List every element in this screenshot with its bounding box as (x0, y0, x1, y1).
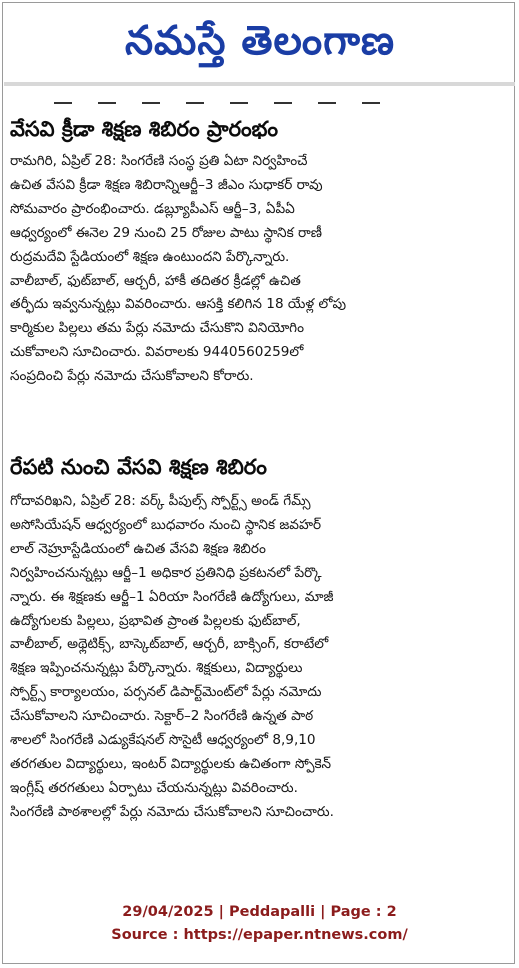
article1-body (10, 150, 494, 389)
article2-line: తరగతుల విద్యార్థులు, ఇంటర్ విద్యార్థులకు ఉచితంగా స్పోకెన్ (10, 755, 332, 772)
article2-line: నిర్వహించనున్నట్లు ఆర్జీ–1 అధికార ప్రతినిధి ప్రకటనలో పేర్కొ (10, 564, 322, 581)
article1-line: రుద్రమదేవి స్టేడియంలో శిక్షణ ఉంటుందని పేర్కొన్నారు. (10, 248, 290, 265)
article2-line: ఉద్యోగులకు పిల్లలు, ప్రభావిత ప్రాంత పిల్లలకు ఫుట్‌బాల్, (10, 612, 301, 629)
article2-line: అసోసియేషన్ ఆధ్వర్యంలో బుధవారం నుంచి స్థానిక జవహర్ (10, 516, 322, 533)
newspaper-masthead: నమస్తే తెలంగాణ (124, 18, 396, 64)
article1-line: తర్ఫీదు ఇవ్వనున్నట్లు వివరించారు. ఆసక్తి కలిగిన 18 యేళ్ల లోపు (10, 296, 347, 313)
article2-line: శాలలో సింగరేణి ఎడ్యుకేషనల్ సొసైటీ ఆధ్వర్యంలో 8,9,10 (10, 732, 316, 749)
truncated-previous-text (54, 90, 414, 104)
article2-line: చేసుకోవాలని సూచించారు. సెక్టార్–2 సింగరేణి ఉన్నత పాఠ (10, 708, 314, 725)
article2-line: గోదావరిఖని, ఏప్రిల్ 28: వర్క్ పీపుల్స్ స్పోర్ట్స్ అండ్ గేమ్స్ (10, 493, 311, 509)
article2-line: వాలీబాల్, అథ్లెటిక్స్, బాస్కెట్‌బాల్, ఆర్చరీ, బాక్సింగ్, కరాటేలో (10, 636, 329, 653)
article2-line: లాల్ నెహ్రూస్టేడియంలో ఉచిత వేసవి శిక్షణ శిబిరం (10, 540, 266, 557)
footer-source: Source : https://epaper.ntnews.com/ (111, 927, 408, 943)
article1-line: సంప్రదించి పేర్లు నమోదు చేసుకోవాలని కోరారు. (10, 368, 254, 385)
article1-line: రామగిరి, ఏప్రిల్ 28: సింగరేణి సంస్థ ప్రతి ఏటా నిర్వహించే (10, 153, 308, 169)
article1-headline: వేసవి క్రీడా శిక్షణ శిబిరం ప్రారంభం (10, 117, 279, 141)
article2-headline: రేపటి నుంచి వేసవి శిక్షణ శిబిరం (10, 455, 267, 479)
article2-line: సింగరేణి పాఠశాలల్లో పేర్లు నమోదు చేసుకోవాలని సూచించారు. (10, 803, 334, 820)
article2-line: ఇంగ్లీష్ తరగతులు ఏర్పాటు చేయనున్నట్లు వివరించారు. (10, 779, 298, 796)
article1-line: సోమవారం ప్రారంభించారు. డబ్ల్యూపీఎస్ ఆర్జీ–3, ఏపీఏ (10, 200, 295, 217)
footer-dateline: 29/04/2025 | Peddapalli | Page : 2 (122, 904, 397, 920)
article2-line: న్నారు. ఈ శిక్షణకు ఆర్జీ–1 ఏరియా సింగరేణి ఉద్యోగులు, మాజీ (10, 588, 334, 605)
article1-line: ఆధ్వర్యంలో ఈనెల 29 నుంచి 25 రోజుల పాటు స్థానిక రాణీ (10, 224, 322, 241)
article2-line: శిక్షణ ఇప్పించనున్నట్లు పేర్కొన్నారు. శిక్షకులు, విద్యార్థులు (10, 660, 303, 677)
article1-line: చుకోవాలని సూచించారు. వివరాలకు 9440560259లో (10, 344, 304, 361)
article1-line: ఉచిత వేసవి క్రీడా శిక్షణ శిబిరాన్నిఆర్జీ–3 జీఎం సుధాకర్ రావు (10, 176, 323, 193)
article2-line: స్పోర్ట్స్ కార్యాలయం, పర్సనల్ డిపార్ట్‌మెంట్‌లో పేర్లు నమోదు (10, 684, 322, 701)
article1-line: వాలీబాల్, ఫుట్‌బాల్, ఆర్చరీ, హాకీ తదితర క్రీడల్లో ఉచిత (10, 272, 301, 289)
masthead-divider (4, 82, 515, 86)
article2-body (10, 490, 494, 825)
article1-line: కార్మికుల పిల్లలు తమ పేర్లు నమోదు చేసుకొని వినియోగిం (10, 320, 304, 337)
truncated-next-text (10, 879, 210, 887)
